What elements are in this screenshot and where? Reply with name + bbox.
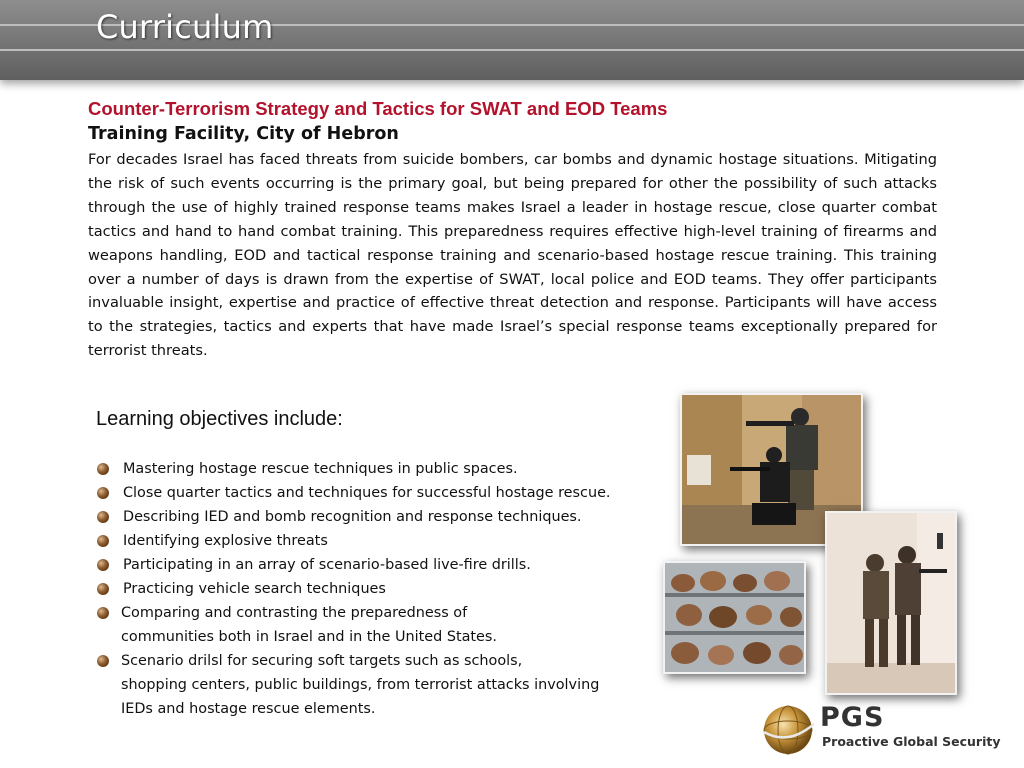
list-item <box>96 457 676 481</box>
page-title: Curriculum <box>96 8 274 46</box>
logo-letters: PGS <box>820 702 885 733</box>
list-item-text: Scenario drilsl for securing soft targets such as schools, <box>121 653 523 669</box>
list-item-text: IEDs and hostage rescue elements. <box>121 701 376 717</box>
list-item-text: Identifying explosive threats <box>123 533 328 549</box>
course-description: For decades Israel has faced threats from suicide bombers, car bombs and dynamic hostage situations. Mitigating the risk of such events occurring is the primary goal, but being prepared for other the possibility of such attacks through the use of highly trained response teams makes Israel a leader in hostage rescue, close quarter combat tactics and hand to hand combat training. This preparedness requires effective high-level training of firearms and weapons handling, EOD and tactical response training and scenario-based hostage rescue training. This training over a number of days is drawn from the expertise of SWAT, local police and EOD teams. They offer participants invaluable insight, expertise and practice of effective threat detection and response. Participants will have access to the strategies, tactics and experts that have made Israel’s special response teams exceptionally prepared for terrorist threats. <box>88 151 937 360</box>
list-item <box>96 649 676 721</box>
list-item <box>96 529 676 553</box>
list-item-text: Close quarter tactics and techniques for successful hostage rescue. <box>123 485 611 501</box>
list-item <box>96 601 676 649</box>
bullet-icon <box>97 583 109 595</box>
course-title: Counter-Terrorism Strategy and Tactics for SWAT and EOD Teams <box>88 98 668 119</box>
logo-company-name: Proactive Global Security <box>822 734 1001 749</box>
bullet-icon <box>97 559 109 571</box>
list-item-text: Practicing vehicle search techniques <box>123 581 386 597</box>
bullet-icon <box>97 511 109 523</box>
list-item <box>96 481 676 505</box>
facility-heading: Training Facility, City of Hebron <box>88 124 399 144</box>
list-item-text: Describing IED and bomb recognition and response techniques. <box>123 509 582 525</box>
list-item-text: communities both in Israel and in the United States. <box>121 629 497 645</box>
list-item <box>96 577 676 601</box>
pgs-logo <box>760 700 1000 760</box>
bullet-icon <box>97 655 109 667</box>
header-bar <box>0 0 1024 80</box>
bullet-icon <box>97 487 109 499</box>
bullet-icon <box>97 463 109 475</box>
list-item-text: Comparing and contrasting the preparedness of <box>121 605 468 621</box>
list-item <box>96 505 676 529</box>
globe-icon <box>760 702 816 758</box>
header-stripe <box>0 49 1024 51</box>
photo-tactical-team <box>825 511 957 695</box>
objectives-heading: Learning objectives include: <box>96 408 343 430</box>
course-section <box>88 97 937 363</box>
photo-explosive-devices <box>663 561 806 674</box>
bullet-icon <box>97 535 109 547</box>
list-item <box>96 553 676 577</box>
list-item-text: Participating in an array of scenario-based live-fire drills. <box>123 557 531 573</box>
list-item-text: Mastering hostage rescue techniques in public spaces. <box>123 461 518 477</box>
list-item-text: shopping centers, public buildings, from terrorist attacks involving <box>121 677 600 693</box>
objectives-list <box>96 457 676 721</box>
bullet-icon <box>97 607 109 619</box>
